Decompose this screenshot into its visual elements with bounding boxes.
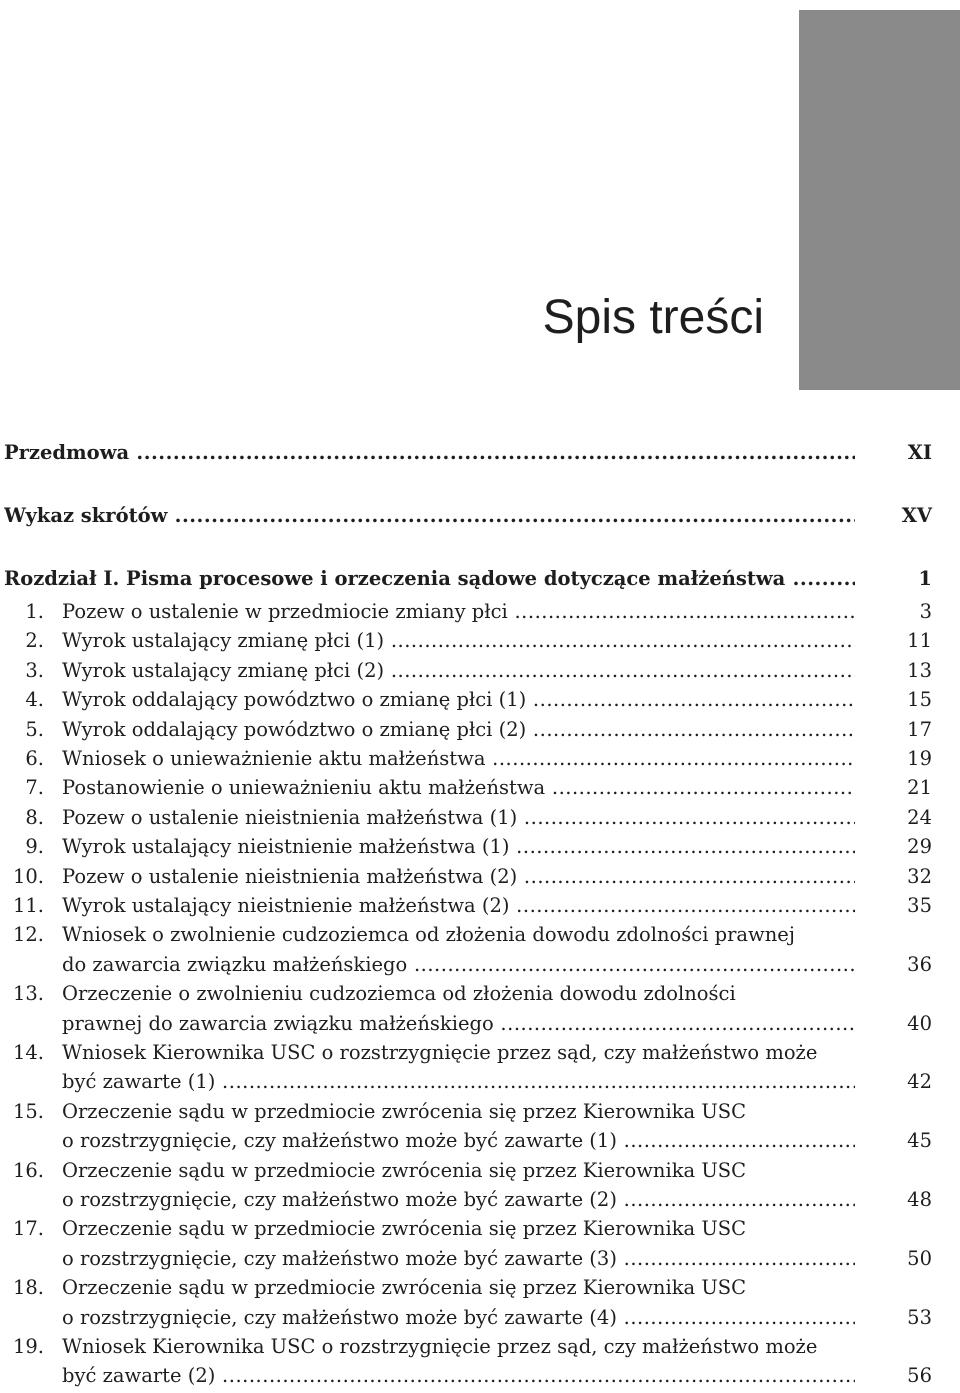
toc-entry-line[interactable] bbox=[0, 1273, 960, 1302]
toc-entry-line[interactable] bbox=[0, 744, 960, 773]
toc-entry-number: 16. bbox=[12, 1158, 44, 1182]
toc-page-number: 35 bbox=[907, 894, 932, 917]
toc-entry-line[interactable] bbox=[0, 920, 960, 949]
toc-entry-label: Przedmowa ..... bbox=[4, 438, 855, 467]
toc-entry-line[interactable] bbox=[0, 1126, 960, 1155]
toc-entry-label: Wykaz skrótów ..... bbox=[4, 501, 855, 530]
toc-entry-line[interactable] bbox=[0, 1361, 960, 1390]
toc-entry-label: Orzeczenie sądu w przedmiocie zwrócenia się przez Kierownika USC bbox=[62, 1276, 747, 1300]
toc-entry-number: 12. bbox=[12, 923, 44, 947]
toc-entry-label: Orzeczenie sądu w przedmiocie zwrócenia się przez Kierownika USC bbox=[62, 1158, 747, 1182]
toc-page-number: 32 bbox=[907, 864, 932, 888]
toc-entry-label: Orzeczenie sądu w przedmiocie zwrócenia się przez Kierownika USC bbox=[62, 1099, 747, 1123]
toc-entry-line[interactable] bbox=[0, 1067, 960, 1096]
toc-entry-line[interactable] bbox=[0, 1214, 960, 1243]
toc-entry-label: Wyrok oddalający powództwo o zmianę płci (2) ..... bbox=[62, 715, 855, 744]
toc-entry-label: Postanowienie o unieważnieniu aktu małżeństwa ..... bbox=[62, 773, 855, 802]
toc-page-number: 17 bbox=[907, 717, 932, 741]
toc-page-number: XI bbox=[907, 441, 932, 464]
toc-entry-line[interactable] bbox=[0, 950, 960, 979]
toc-page-number: 36 bbox=[907, 952, 932, 976]
toc-entry-line[interactable] bbox=[0, 656, 960, 685]
toc-page-number: 24 bbox=[907, 805, 932, 829]
toc-page-number: 29 bbox=[907, 835, 932, 859]
toc-entry-number: 5. bbox=[25, 717, 44, 741]
toc-entry-number: 11. bbox=[12, 894, 44, 917]
toc-entry-number: 19. bbox=[12, 1335, 44, 1358]
toc-page-number: XV bbox=[901, 504, 932, 527]
toc-entry-label: Wniosek o zwolnienie cudzoziemca od złożenia dowodu zdolności prawnej bbox=[62, 923, 795, 947]
toc-entry-label: o rozstrzygnięcie, czy małżeństwo może być zawarte (2) ..... bbox=[62, 1185, 855, 1214]
toc-page-number: 11 bbox=[907, 629, 932, 653]
toc-entry-label: Wyrok ustalający nieistnienie małżeństwa (1) ..... bbox=[62, 832, 855, 861]
toc-entry-line[interactable] bbox=[0, 773, 960, 802]
toc-entry-label: Orzeczenie o zwolnieniu cudzoziemca od złożenia dowodu zdolności bbox=[62, 982, 736, 1006]
toc-entry-number: 3. bbox=[25, 658, 44, 682]
toc-page-number: 50 bbox=[907, 1246, 932, 1270]
toc-page-number: 21 bbox=[907, 776, 932, 800]
toc-entry-line[interactable] bbox=[0, 715, 960, 744]
toc-page-number: 15 bbox=[907, 688, 932, 712]
toc-entry-line[interactable] bbox=[0, 1244, 960, 1273]
toc-entry-label: być zawarte (2) ..... bbox=[62, 1361, 855, 1390]
toc-entry-number: 7. bbox=[25, 776, 44, 800]
toc-entry-number: 1. bbox=[25, 600, 44, 623]
toc-entry-line[interactable] bbox=[0, 832, 960, 861]
toc-entry-line[interactable] bbox=[0, 597, 960, 626]
toc-entry-label: Wyrok ustalający nieistnienie małżeństwa (2) ..... bbox=[62, 891, 855, 920]
page-title: Spis treści bbox=[542, 291, 764, 344]
toc-entry-label: Rozdział I. Pisma procesowe i orzeczenia sądowe dotyczące małżeństwa ..... bbox=[4, 564, 855, 593]
toc-entry-label: Wyrok ustalający zmianę płci (2) ..... bbox=[62, 656, 855, 685]
toc-page-number: 13 bbox=[907, 658, 932, 682]
toc-entry-label: Wyrok ustalający zmianę płci (1) ..... bbox=[62, 626, 855, 655]
toc-entry-line[interactable] bbox=[0, 862, 960, 891]
toc-entry-number: 6. bbox=[25, 747, 44, 770]
toc-entry-line[interactable] bbox=[0, 803, 960, 832]
toc-entry-label: Pozew o ustalenie w przedmiocie zmiany płci ..... bbox=[62, 597, 855, 626]
toc-entry-line[interactable] bbox=[0, 979, 960, 1008]
toc-page-number: 56 bbox=[907, 1364, 932, 1388]
toc-entry-line[interactable] bbox=[0, 1303, 960, 1332]
toc-entry-number: 8. bbox=[25, 805, 44, 829]
toc-page-number: 1 bbox=[918, 567, 932, 590]
toc-entry-number: 17. bbox=[12, 1217, 44, 1241]
toc-entry-number: 14. bbox=[12, 1041, 44, 1064]
toc-page-number: 53 bbox=[907, 1305, 932, 1329]
toc-entry-label: Wniosek o unieważnienie aktu małżeństwa ..... bbox=[62, 744, 855, 773]
toc-entry-label: do zawarcia związku małżeńskiego ..... bbox=[62, 950, 855, 979]
toc-entry-label: o rozstrzygnięcie, czy małżeństwo może być zawarte (4) ..... bbox=[62, 1303, 855, 1332]
toc-entry-chapter-1[interactable] bbox=[0, 564, 960, 593]
toc-entry-line[interactable] bbox=[0, 1009, 960, 1038]
toc-entry-number: 2. bbox=[25, 629, 44, 653]
toc-page-number: 45 bbox=[907, 1129, 932, 1153]
toc-entry-number: 9. bbox=[25, 835, 44, 859]
toc-entry-line[interactable] bbox=[0, 1185, 960, 1214]
toc-entry-label: Pozew o ustalenie nieistnienia małżeństwa (2) ..... bbox=[62, 862, 855, 891]
toc-entry-label: Wniosek Kierownika USC o rozstrzygnięcie przez sąd, czy małżeństwo może bbox=[62, 1335, 818, 1358]
toc-page-number: 40 bbox=[907, 1011, 932, 1035]
toc-entry-abbreviations[interactable] bbox=[0, 501, 960, 530]
toc-entry-label: prawnej do zawarcia związku małżeńskiego ..... bbox=[62, 1009, 855, 1038]
toc-entry-label: Wyrok oddalający powództwo o zmianę płci (1) ..... bbox=[62, 685, 855, 714]
toc-entry-label: Wniosek Kierownika USC o rozstrzygnięcie przez sąd, czy małżeństwo może bbox=[62, 1041, 818, 1064]
toc-entry-number: 15. bbox=[12, 1099, 44, 1123]
toc-entry-line[interactable] bbox=[0, 1097, 960, 1126]
toc-entry-label: o rozstrzygnięcie, czy małżeństwo może być zawarte (1) ..... bbox=[62, 1126, 855, 1155]
toc-entry-label: o rozstrzygnięcie, czy małżeństwo może być zawarte (3) ..... bbox=[62, 1244, 855, 1273]
toc-entry-number: 13. bbox=[12, 982, 44, 1006]
toc-entry-preface[interactable] bbox=[0, 438, 960, 467]
toc-entry-number: 18. bbox=[12, 1276, 44, 1300]
toc-entry-line[interactable] bbox=[0, 891, 960, 920]
toc-entry-label: być zawarte (1) ..... bbox=[62, 1067, 855, 1096]
toc-entry-number: 10. bbox=[12, 864, 44, 888]
toc-entry-label: Orzeczenie sądu w przedmiocie zwrócenia się przez Kierownika USC bbox=[62, 1217, 747, 1241]
toc-page-number: 3 bbox=[919, 600, 932, 623]
toc-entry-line[interactable] bbox=[0, 685, 960, 714]
toc-entry-line[interactable] bbox=[0, 626, 960, 655]
toc-page-number: 42 bbox=[907, 1070, 932, 1094]
toc-entry-line[interactable] bbox=[0, 1156, 960, 1185]
toc-entry-line[interactable] bbox=[0, 1332, 960, 1361]
toc-page-number: 19 bbox=[907, 747, 932, 770]
toc-entry-number: 4. bbox=[25, 688, 44, 712]
toc-entry-label: Pozew o ustalenie nieistnienia małżeństwa (1) ..... bbox=[62, 803, 855, 832]
toc-entry-line[interactable] bbox=[0, 1038, 960, 1067]
toc-page-number: 48 bbox=[907, 1188, 932, 1211]
